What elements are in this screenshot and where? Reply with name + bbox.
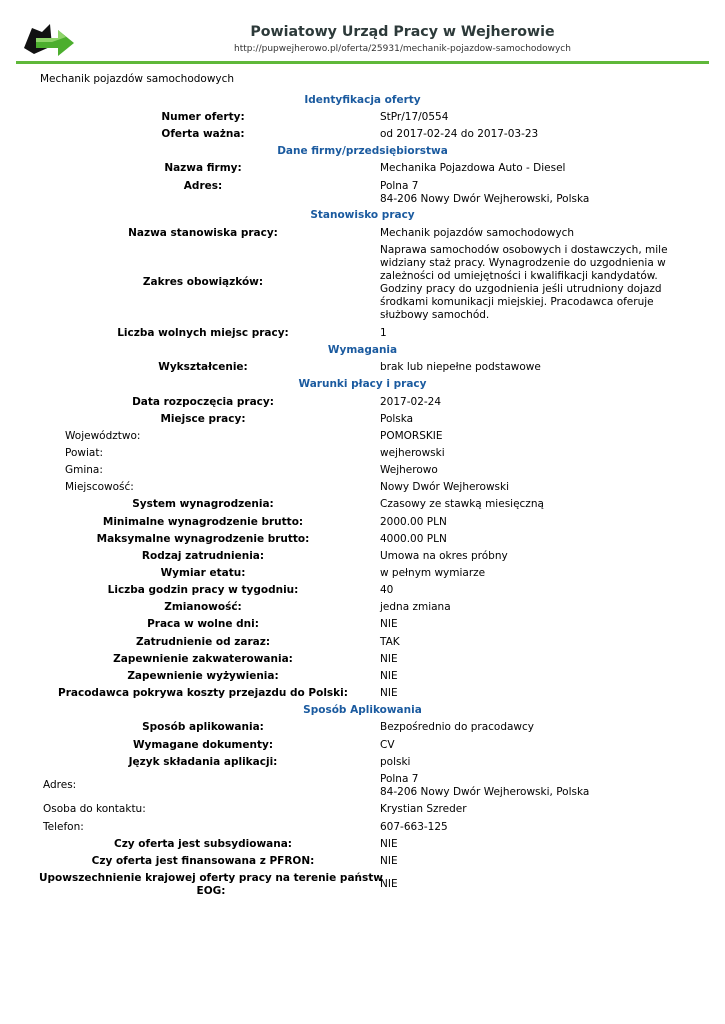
label: Oferta ważna:	[161, 128, 245, 140]
section-warunki: Warunki płacy i pracy	[298, 378, 427, 390]
text-line: Godziny pracy do uzgodnienia jeśli utrudniony dojazd	[380, 283, 662, 295]
value: Krystian Szreder	[380, 803, 467, 815]
text-line: zależności od umiejętności i kwalifikacji kandydatów.	[380, 270, 658, 282]
text-line: Naprawa samochodów osobowych i dostawczych, mile	[380, 244, 668, 256]
label: System wynagrodzenia:	[132, 498, 274, 510]
document-title: Mechanik pojazdów samochodowych	[40, 73, 235, 85]
label: Zakres obowiązków:	[142, 276, 264, 288]
value: StPr/17/0554	[380, 111, 449, 123]
value: polski	[380, 756, 411, 768]
value: CV	[380, 739, 395, 751]
value: NIE	[380, 838, 398, 850]
section-stanowisko: Stanowisko pracy	[310, 209, 415, 221]
label: Adres:	[183, 180, 223, 192]
value: NIE	[380, 653, 398, 665]
label: Maksymalne wynagrodzenie brutto:	[96, 533, 310, 545]
row-adres-aplikacji	[0, 773, 725, 799]
value: Nowy Dwór Wejherowski	[380, 481, 509, 493]
value: POMORSKIE	[380, 430, 443, 442]
value: NIE	[380, 618, 398, 630]
label: Data rozpoczęcia pracy:	[132, 396, 274, 408]
value: Bezpośrednio do pracodawcy	[380, 721, 534, 733]
value: brak lub niepełne podstawowe	[380, 361, 541, 373]
label: Zapewnienie wyżywienia:	[127, 670, 279, 682]
label: Powiat:	[65, 447, 103, 459]
value: Mechanika Pojazdowa Auto - Diesel	[380, 162, 566, 174]
label: Telefon:	[43, 821, 84, 833]
value: 40	[380, 584, 394, 596]
label: Rodzaj zatrudnienia:	[141, 550, 265, 562]
text-line: środkami komunikacji miejskiej. Pracodawca oferuje	[380, 296, 654, 308]
label: Wykształcenie:	[158, 361, 248, 373]
label: Numer oferty:	[161, 111, 245, 123]
value: Umowa na okres próbny	[380, 550, 508, 562]
row-zakres-obowiazkow	[0, 244, 725, 324]
value: wejherowski	[380, 447, 445, 459]
label: Czy oferta jest finansowana z PFRON:	[91, 855, 315, 867]
label: Województwo:	[65, 430, 141, 442]
text-line: widziany staż pracy. Wynagrodzenie do uzgodnienia w	[380, 257, 666, 269]
offer-url[interactable]: http://pupwejherowo.pl/oferta/25931/mechanik-pojazdow-samochodowych	[234, 44, 571, 54]
value: Mechanik pojazdów samochodowych	[380, 227, 575, 239]
label: Zatrudnienie od zaraz:	[135, 636, 271, 648]
label	[38, 872, 384, 898]
label: Praca w wolne dni:	[147, 618, 259, 630]
label: Minimalne wynagrodzenie brutto:	[102, 516, 304, 528]
green-arrow-logo-icon	[22, 18, 76, 60]
label: Zmianowość:	[164, 601, 242, 613]
value: NIE	[380, 855, 398, 867]
value: NIE	[380, 687, 398, 699]
value	[380, 180, 665, 206]
section-dane-firmy: Dane firmy/przedsiębiorstwa	[277, 145, 448, 157]
label-line-1: Upowszechnienie krajowej oferty pracy na terenie państw	[39, 872, 383, 884]
label: Czy oferta jest subsydiowana:	[113, 838, 292, 850]
value: Polska	[380, 413, 414, 425]
label: Miejsce pracy:	[160, 413, 246, 425]
value: 607-663-125	[380, 821, 448, 833]
label: Liczba godzin pracy w tygodniu:	[107, 584, 299, 596]
label: Gmina:	[65, 464, 103, 476]
value: 1	[380, 327, 387, 339]
row-eog	[0, 872, 725, 898]
section-identyfikacja: Identyfikacja oferty	[304, 94, 421, 106]
office-title: Powiatowy Urząd Pracy w Wejherowie	[250, 24, 555, 40]
label: Wymiar etatu:	[160, 567, 246, 579]
page-header	[0, 0, 725, 68]
value: Wejherowo	[380, 464, 438, 476]
value: w pełnym wymiarze	[380, 567, 486, 579]
value: 4000.00 PLN	[380, 533, 447, 545]
label: Pracodawca pokrywa koszty przejazdu do Polski:	[58, 687, 348, 699]
address-line-2: 84-206 Nowy Dwór Wejherowski, Polska	[380, 786, 590, 798]
address-line-1: Polna 7	[380, 180, 419, 192]
value: NIE	[380, 670, 398, 682]
value: jedna zmiana	[380, 601, 451, 613]
address-line-1: Polna 7	[380, 773, 419, 785]
section-wymagania: Wymagania	[327, 344, 398, 356]
label: Wymagane dokumenty:	[132, 739, 274, 751]
label: Nazwa firmy:	[164, 162, 242, 174]
text-line: służbowy samochód.	[380, 309, 490, 321]
value: 2000.00 PLN	[380, 516, 447, 528]
label: Osoba do kontaktu:	[43, 803, 146, 815]
section-aplikowanie: Sposób Aplikowania	[303, 704, 422, 716]
label: Liczba wolnych miejsc pracy:	[117, 327, 289, 339]
address-line-2: 84-206 Nowy Dwór Wejherowski, Polska	[380, 193, 590, 205]
value: 2017-02-24	[380, 396, 442, 408]
label: Miejscowość:	[65, 481, 134, 493]
value: TAK	[380, 636, 400, 648]
label: Nazwa stanowiska pracy:	[128, 227, 278, 239]
value: Czasowy ze stawką miesięczną	[380, 498, 544, 510]
value: NIE	[380, 878, 398, 890]
label: Adres:	[43, 779, 77, 791]
label: Sposób aplikowania:	[142, 721, 264, 733]
label: Język składania aplikacji:	[128, 756, 278, 768]
row-adres-firmy	[0, 180, 725, 206]
value	[380, 244, 680, 322]
header-divider	[16, 61, 709, 64]
label: Zapewnienie zakwaterowania:	[113, 653, 293, 665]
label-line-2: EOG:	[196, 885, 226, 897]
value: od 2017-02-24 do 2017-03-23	[380, 128, 539, 140]
value	[380, 773, 665, 799]
